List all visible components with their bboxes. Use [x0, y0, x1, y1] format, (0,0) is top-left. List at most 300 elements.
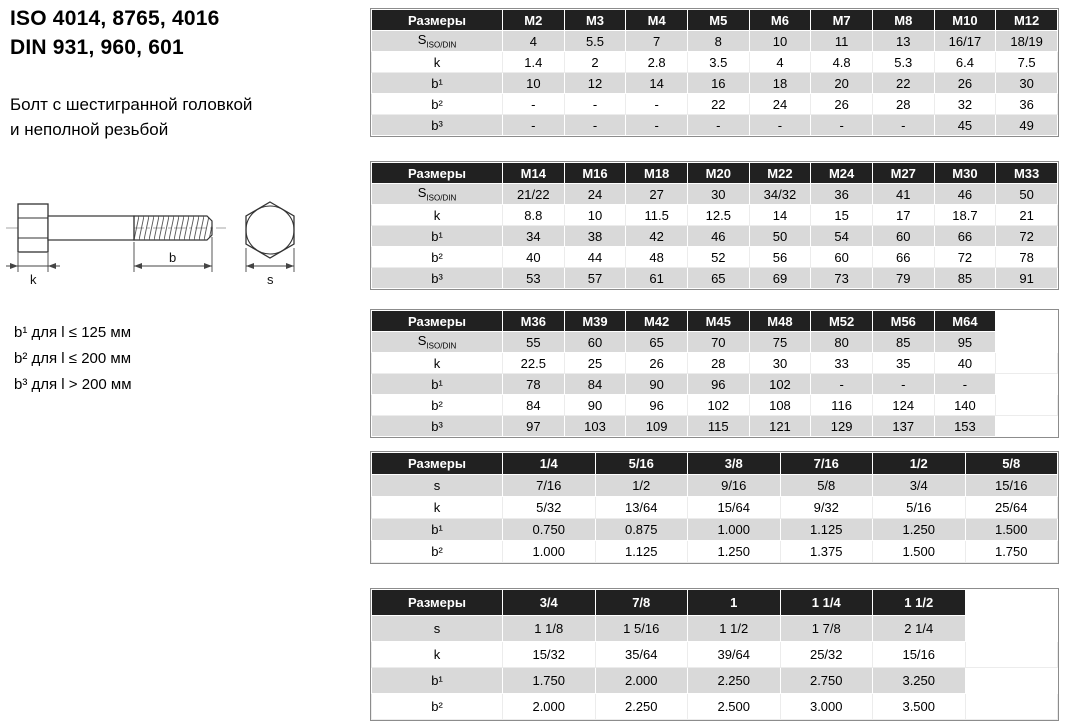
column-header: 1/4	[503, 453, 596, 475]
table-cell: 40	[503, 247, 565, 268]
table-cell: -	[626, 94, 688, 115]
table-cell: 12.5	[687, 205, 749, 226]
bolt-thread	[134, 216, 212, 240]
table-cell: 109	[626, 416, 688, 437]
bolt-head-side-view	[18, 204, 48, 252]
table-cell: 1.250	[873, 519, 966, 541]
row-label-subscript: ISO/DIN	[426, 341, 457, 351]
note-line: b¹ для l ≤ 125 мм	[14, 324, 132, 341]
table-cell: 35	[872, 353, 934, 374]
table-cell: 16/17	[934, 31, 996, 52]
table-cell	[996, 353, 1058, 374]
table-cell: 5.3	[872, 52, 934, 73]
table-cell: 9/16	[688, 475, 781, 497]
table-cell: 39/64	[688, 642, 781, 668]
row-label: b²	[372, 247, 503, 268]
column-header: M42	[626, 311, 688, 332]
table-row	[372, 247, 1058, 268]
row-label: b¹	[372, 519, 503, 541]
row-label: b³	[372, 416, 503, 437]
table-cell: 13	[872, 31, 934, 52]
table-cell: -	[934, 374, 996, 395]
table-header-row	[372, 590, 1058, 616]
table-cell: 5.5	[564, 31, 626, 52]
table-cell: 2.250	[595, 694, 688, 720]
table-cell: 15/16	[965, 475, 1058, 497]
table-row	[372, 541, 1058, 563]
table-row	[372, 31, 1058, 52]
table-cell: 66	[934, 226, 996, 247]
table-cell: 95	[934, 332, 996, 353]
table-header-row	[372, 311, 1058, 332]
column-header: M6	[749, 10, 811, 31]
table-cell: 11.5	[626, 205, 688, 226]
table-cell: 10	[564, 205, 626, 226]
table-cell	[996, 374, 1058, 395]
table-cell: 3.5	[687, 52, 749, 73]
table-row	[372, 52, 1058, 73]
table-cell: 66	[872, 247, 934, 268]
table-cell: 34/32	[749, 184, 811, 205]
table-cell: 72	[996, 226, 1058, 247]
table-cell: 34	[503, 226, 565, 247]
column-header	[996, 311, 1058, 332]
column-header: 3/4	[503, 590, 596, 616]
table-row	[372, 616, 1058, 642]
table-cell: 7.5	[996, 52, 1058, 73]
table-cell: 3.250	[873, 668, 966, 694]
bolt-shank	[48, 216, 134, 240]
row-label: b²	[372, 395, 503, 416]
table-inch-small	[370, 451, 1059, 564]
column-header	[965, 590, 1058, 616]
table-cell: -	[811, 374, 873, 395]
column-header: M27	[872, 163, 934, 184]
table-cell: 60	[811, 247, 873, 268]
table-cell: 24	[564, 184, 626, 205]
table-cell: 22.5	[503, 353, 565, 374]
table-cell: 96	[687, 374, 749, 395]
table-cell: 50	[996, 184, 1058, 205]
table-cell: 79	[872, 268, 934, 289]
table-cell: 11	[811, 31, 873, 52]
table-cell: -	[749, 115, 811, 136]
dim-label-s: s	[267, 272, 274, 287]
table-cell: 16	[687, 73, 749, 94]
row-label: b²	[372, 694, 503, 720]
table-cell: 28	[687, 353, 749, 374]
dimension-table-inch-1-4-to-5-8	[371, 452, 1058, 563]
table-cell: 60	[564, 332, 626, 353]
table-cell: 96	[626, 395, 688, 416]
table-cell: 26	[626, 353, 688, 374]
iso-standards-line: ISO 4014, 8765, 4016	[10, 7, 220, 30]
table-cell: 17	[872, 205, 934, 226]
table-header-row	[372, 163, 1058, 184]
row-label: $S_{ISO/DIN}$	[372, 31, 503, 52]
table-row	[372, 497, 1058, 519]
table-cell: 15/32	[503, 642, 596, 668]
table-cell: 7/16	[503, 475, 596, 497]
table-cell: 1.500	[965, 519, 1058, 541]
table-cell: 60	[872, 226, 934, 247]
table-cell: 102	[687, 395, 749, 416]
column-header: M16	[564, 163, 626, 184]
table-inch-large	[370, 588, 1059, 721]
column-header: M12	[996, 10, 1058, 31]
table-cell: 9/32	[780, 497, 873, 519]
column-header: M14	[503, 163, 565, 184]
row-label: b¹	[372, 73, 503, 94]
column-header: M20	[687, 163, 749, 184]
row-label-subscript: ISO/DIN	[426, 40, 457, 50]
table-cell: -	[564, 115, 626, 136]
row-label: b¹	[372, 374, 503, 395]
table-cell: 97	[503, 416, 565, 437]
note-line: b³ для l > 200 мм	[14, 376, 132, 393]
table-cell: 1.000	[688, 519, 781, 541]
size-column-header: Размеры	[372, 590, 503, 616]
table-cell	[965, 642, 1058, 668]
table-cell: 1.750	[503, 668, 596, 694]
table-metric-m14-m33	[370, 161, 1059, 290]
description-line-2: и неполной резьбой	[10, 120, 169, 139]
table-cell	[965, 668, 1058, 694]
table-cell: 14	[626, 73, 688, 94]
row-label: b³	[372, 268, 503, 289]
table-row	[372, 73, 1058, 94]
table-row	[372, 353, 1058, 374]
column-header: 1	[688, 590, 781, 616]
table-cell: 24	[749, 94, 811, 115]
column-header: M56	[872, 311, 934, 332]
table-cell: 13/64	[595, 497, 688, 519]
dimension-table-metric-m36-m64	[371, 310, 1058, 437]
table-cell: 4	[749, 52, 811, 73]
table-cell: 7	[626, 31, 688, 52]
description-line-1: Болт с шестигранной головкой	[10, 95, 253, 114]
table-cell: 5/16	[873, 497, 966, 519]
table-cell: 46	[687, 226, 749, 247]
table-cell: 1.4	[503, 52, 565, 73]
dimension-table-metric-m2-m12	[371, 9, 1058, 136]
table-cell: 15/16	[873, 642, 966, 668]
row-label: k	[372, 205, 503, 226]
row-label: k	[372, 52, 503, 73]
table-cell: 2.250	[688, 668, 781, 694]
bolt-technical-drawing	[4, 196, 334, 292]
tables-panel	[370, 8, 1059, 721]
column-header: M39	[564, 311, 626, 332]
column-header: M10	[934, 10, 996, 31]
column-header: M2	[503, 10, 565, 31]
column-header: 1 1/4	[780, 590, 873, 616]
table-cell: 53	[503, 268, 565, 289]
row-label: k	[372, 642, 503, 668]
table-cell: 10	[749, 31, 811, 52]
table-cell: 21	[996, 205, 1058, 226]
table-cell: -	[687, 115, 749, 136]
table-cell: 3.000	[780, 694, 873, 720]
table-cell: 50	[749, 226, 811, 247]
table-cell: 25	[564, 353, 626, 374]
table-cell: -	[503, 94, 565, 115]
column-header: 1 1/2	[873, 590, 966, 616]
table-cell: 78	[996, 247, 1058, 268]
row-label: b³	[372, 115, 503, 136]
column-header: M7	[811, 10, 873, 31]
table-cell: 121	[749, 416, 811, 437]
table-cell: 26	[934, 73, 996, 94]
table-header-row	[372, 10, 1058, 31]
table-cell: 21/22	[503, 184, 565, 205]
table-cell: 1.125	[595, 541, 688, 563]
table-cell: 124	[872, 395, 934, 416]
table-metric-m36-m64	[370, 309, 1059, 438]
table-cell: 6.4	[934, 52, 996, 73]
table-cell: 1.000	[503, 541, 596, 563]
table-cell: 32	[934, 94, 996, 115]
table-cell: 2.000	[595, 668, 688, 694]
table-cell: 80	[811, 332, 873, 353]
table-cell: 46	[934, 184, 996, 205]
table-cell: 55	[503, 332, 565, 353]
table-cell: 40	[934, 353, 996, 374]
product-description	[10, 92, 252, 142]
table-cell: 26	[811, 94, 873, 115]
column-header: M52	[811, 311, 873, 332]
table-cell: 45	[934, 115, 996, 136]
table-cell: 2.500	[688, 694, 781, 720]
note-line: b² для l ≤ 200 мм	[14, 350, 132, 367]
table-cell: -	[872, 115, 934, 136]
column-header: M64	[934, 311, 996, 332]
table-row	[372, 519, 1058, 541]
table-cell: 18/19	[996, 31, 1058, 52]
table-cell: 49	[996, 115, 1058, 136]
table-cell: 8.8	[503, 205, 565, 226]
table-row	[372, 374, 1058, 395]
column-header: M45	[687, 311, 749, 332]
table-cell	[996, 332, 1058, 353]
table-row	[372, 642, 1058, 668]
table-cell: 85	[872, 332, 934, 353]
table-cell: 78	[503, 374, 565, 395]
column-header: M4	[626, 10, 688, 31]
row-label: $S_{ISO/DIN}$	[372, 332, 503, 353]
table-cell: 15/64	[688, 497, 781, 519]
table-cell: 1 7/8	[780, 616, 873, 642]
table-cell: 42	[626, 226, 688, 247]
table-cell: 38	[564, 226, 626, 247]
table-cell: 1 5/16	[595, 616, 688, 642]
table-cell: 72	[934, 247, 996, 268]
table-cell: 1.250	[688, 541, 781, 563]
row-label-subscript: ISO/DIN	[426, 193, 457, 203]
table-cell: 69	[749, 268, 811, 289]
table-cell: 25/32	[780, 642, 873, 668]
table-cell: 3.500	[873, 694, 966, 720]
din-standards-line: DIN 931, 960, 601	[10, 36, 184, 59]
row-label: b²	[372, 541, 503, 563]
table-cell: 52	[687, 247, 749, 268]
table-row	[372, 205, 1058, 226]
table-cell: 137	[872, 416, 934, 437]
column-header: 3/8	[688, 453, 781, 475]
table-cell: 2 1/4	[873, 616, 966, 642]
table-cell: 90	[564, 395, 626, 416]
table-cell: 20	[811, 73, 873, 94]
table-cell: 108	[749, 395, 811, 416]
thread-length-notes	[14, 320, 132, 398]
table-cell: 73	[811, 268, 873, 289]
dimension-table-metric-m14-m33	[371, 162, 1058, 289]
table-row	[372, 668, 1058, 694]
table-row	[372, 395, 1058, 416]
size-column-header: Размеры	[372, 311, 503, 332]
table-cell	[996, 416, 1058, 437]
bolt-head-end-view	[246, 202, 294, 258]
table-cell: 10	[503, 73, 565, 94]
row-label: s	[372, 475, 503, 497]
table-cell: 103	[564, 416, 626, 437]
column-header: M3	[564, 10, 626, 31]
table-cell: 22	[687, 94, 749, 115]
table-cell: 48	[626, 247, 688, 268]
table-cell: 30	[996, 73, 1058, 94]
row-label: k	[372, 497, 503, 519]
table-cell: 41	[872, 184, 934, 205]
column-header: M22	[749, 163, 811, 184]
column-header: 7/8	[595, 590, 688, 616]
table-cell: 28	[872, 94, 934, 115]
table-row	[372, 226, 1058, 247]
table-row	[372, 694, 1058, 720]
table-cell: 12	[564, 73, 626, 94]
table-cell: 91	[996, 268, 1058, 289]
column-header: 1/2	[873, 453, 966, 475]
table-cell: 84	[564, 374, 626, 395]
column-header: 5/16	[595, 453, 688, 475]
dim-label-b: b	[169, 250, 177, 265]
table-row	[372, 94, 1058, 115]
table-cell	[965, 694, 1058, 720]
table-cell: 84	[503, 395, 565, 416]
table-cell: -	[872, 374, 934, 395]
table-cell: 70	[687, 332, 749, 353]
table-cell: 90	[626, 374, 688, 395]
table-row	[372, 115, 1058, 136]
table-cell: 4.8	[811, 52, 873, 73]
left-panel	[0, 0, 370, 720]
column-header: M36	[503, 311, 565, 332]
table-cell: 18	[749, 73, 811, 94]
table-cell: 14	[749, 205, 811, 226]
table-cell: 1.750	[965, 541, 1058, 563]
table-cell: 1 1/2	[688, 616, 781, 642]
table-cell: 36	[996, 94, 1058, 115]
table-cell: 4	[503, 31, 565, 52]
table-cell: -	[626, 115, 688, 136]
table-cell: 25/64	[965, 497, 1058, 519]
standards-title	[10, 4, 220, 62]
table-cell: 57	[564, 268, 626, 289]
table-cell: 3/4	[873, 475, 966, 497]
table-cell: 85	[934, 268, 996, 289]
table-row	[372, 475, 1058, 497]
size-column-header: Размеры	[372, 10, 503, 31]
table-cell: 2.750	[780, 668, 873, 694]
row-label: b¹	[372, 226, 503, 247]
table-cell: 1/2	[595, 475, 688, 497]
column-header: M30	[934, 163, 996, 184]
column-header: 7/16	[780, 453, 873, 475]
column-header: M48	[749, 311, 811, 332]
table-row	[372, 184, 1058, 205]
table-cell: 44	[564, 247, 626, 268]
table-cell: 15	[811, 205, 873, 226]
table-cell: 8	[687, 31, 749, 52]
table-cell: 65	[626, 332, 688, 353]
table-cell: 33	[811, 353, 873, 374]
column-header: 5/8	[965, 453, 1058, 475]
row-label: $S_{ISO/DIN}$	[372, 184, 503, 205]
size-column-header: Размеры	[372, 163, 503, 184]
table-row	[372, 332, 1058, 353]
table-cell: 5/32	[503, 497, 596, 519]
row-label: s	[372, 616, 503, 642]
table-cell: 56	[749, 247, 811, 268]
table-cell: 61	[626, 268, 688, 289]
table-cell	[996, 395, 1058, 416]
table-cell: 1.500	[873, 541, 966, 563]
column-header: M33	[996, 163, 1058, 184]
dim-label-k: k	[30, 272, 37, 287]
table-row	[372, 416, 1058, 437]
table-cell: 0.750	[503, 519, 596, 541]
column-header: M8	[872, 10, 934, 31]
table-cell: -	[503, 115, 565, 136]
table-cell	[965, 616, 1058, 642]
table-cell: 1.375	[780, 541, 873, 563]
table-cell: 54	[811, 226, 873, 247]
row-label: b²	[372, 94, 503, 115]
size-column-header: Размеры	[372, 453, 503, 475]
column-header: M5	[687, 10, 749, 31]
table-cell: 2	[564, 52, 626, 73]
column-header: M24	[811, 163, 873, 184]
table-cell: 115	[687, 416, 749, 437]
table-cell: 22	[872, 73, 934, 94]
table-cell: 129	[811, 416, 873, 437]
row-label: b¹	[372, 668, 503, 694]
table-cell: -	[811, 115, 873, 136]
table-cell: 140	[934, 395, 996, 416]
dimension-k	[6, 253, 60, 272]
table-cell: 65	[687, 268, 749, 289]
row-label: k	[372, 353, 503, 374]
table-metric-m2-m12	[370, 8, 1059, 137]
table-cell: 153	[934, 416, 996, 437]
table-cell: 18.7	[934, 205, 996, 226]
table-cell: 5/8	[780, 475, 873, 497]
table-cell: 1 1/8	[503, 616, 596, 642]
table-row	[372, 268, 1058, 289]
table-header-row	[372, 453, 1058, 475]
table-cell: 2.8	[626, 52, 688, 73]
table-cell: 102	[749, 374, 811, 395]
table-cell: 2.000	[503, 694, 596, 720]
